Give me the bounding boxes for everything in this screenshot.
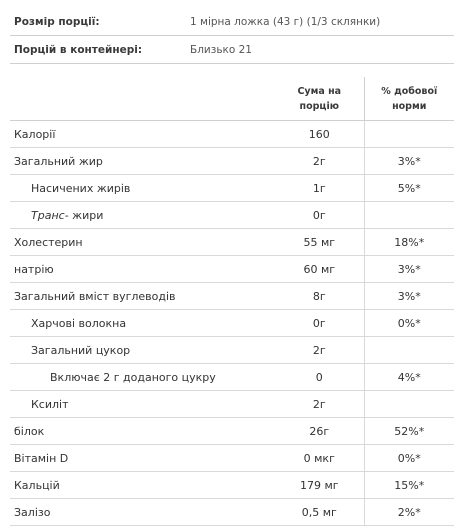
nutrient-name: білок xyxy=(10,418,275,445)
nutrient-amount: 0 мкг xyxy=(275,445,364,472)
nutrient-daily-value: 52%* xyxy=(364,418,454,445)
table-row xyxy=(10,121,454,148)
nutrient-name-italic: Транс xyxy=(31,208,65,222)
nutrient-daily-value: 2%* xyxy=(364,499,454,526)
nutrient-amount: 26г xyxy=(275,418,364,445)
nutrient-name-rest: - жири xyxy=(64,208,104,222)
table-row xyxy=(10,418,454,445)
serving-info xyxy=(10,8,454,64)
table-row xyxy=(10,256,454,283)
nutrient-amount: 2г xyxy=(275,148,364,175)
amount-column-header xyxy=(275,77,364,121)
nutrient-name: Ксиліт xyxy=(10,391,275,418)
servings-per-container-row xyxy=(10,36,454,64)
nutrient-name: Вітамін D xyxy=(10,445,275,472)
table-row xyxy=(10,229,454,256)
nutrient-name: Включає 2 г доданого цукру xyxy=(10,364,275,391)
daily-header-line-2: норми xyxy=(392,100,427,112)
nutrient-amount: 2г xyxy=(275,391,364,418)
nutrient-name: Калорії xyxy=(10,121,275,148)
table-row xyxy=(10,310,454,337)
nutrient-daily-value xyxy=(364,337,454,364)
nutrient-daily-value: 3%* xyxy=(364,283,454,310)
table-row xyxy=(10,472,454,499)
serving-size-label: Розмір порції: xyxy=(14,15,100,28)
nutrient-amount: 0 xyxy=(275,364,364,391)
nutrient-amount: 160 xyxy=(275,121,364,148)
nutrient-daily-value xyxy=(364,202,454,229)
nutrient-daily-value: 15%* xyxy=(364,472,454,499)
nutrient-amount: 0,5 мг xyxy=(275,499,364,526)
nutrient-daily-value xyxy=(364,391,454,418)
nutrient-daily-value: 5%* xyxy=(364,175,454,202)
nutrient-name: Загальний вміст вуглеводів xyxy=(10,283,275,310)
daily-value-column-header xyxy=(364,77,454,121)
nutrient-amount: 0г xyxy=(275,202,364,229)
servings-per-container-label: Порцій в контейнері: xyxy=(14,43,143,56)
table-row xyxy=(10,499,454,526)
nutrient-daily-value xyxy=(364,121,454,148)
nutrient-daily-value: 18%* xyxy=(364,229,454,256)
serving-size-value: 1 мірна ложка (43 г) (1/3 склянки) xyxy=(190,15,381,28)
nutrient-amount: 1г xyxy=(275,175,364,202)
table-row xyxy=(10,391,454,418)
amount-header-line-2: порцію xyxy=(299,100,339,112)
nutrient-amount: 8г xyxy=(275,283,364,310)
table-row xyxy=(10,337,454,364)
amount-header-line-1: Сума на xyxy=(297,85,342,97)
nutrient-name: Харчові волокна xyxy=(10,310,275,337)
nutrient-amount: 60 мг xyxy=(275,256,364,283)
nutrient-name xyxy=(10,202,275,229)
daily-header-line-1: % добової xyxy=(381,85,438,97)
table-row xyxy=(10,148,454,175)
nutrient-column-header xyxy=(10,77,275,121)
nutrient-daily-value: 0%* xyxy=(364,310,454,337)
nutrient-name: Кальцій xyxy=(10,472,275,499)
table-row xyxy=(10,175,454,202)
nutrient-daily-value: 4%* xyxy=(364,364,454,391)
serving-size-row xyxy=(10,8,454,36)
table-row xyxy=(10,445,454,472)
nutrient-name: Залізо xyxy=(10,499,275,526)
nutrient-name: Загальний жир xyxy=(10,148,275,175)
table-row xyxy=(10,283,454,310)
nutrient-amount: 179 мг xyxy=(275,472,364,499)
nutrient-amount: 0г xyxy=(275,310,364,337)
table-header-row xyxy=(10,77,454,121)
table-row xyxy=(10,202,454,229)
nutrient-daily-value: 3%* xyxy=(364,148,454,175)
nutrient-amount: 55 мг xyxy=(275,229,364,256)
nutrient-daily-value: 0%* xyxy=(364,445,454,472)
table-row xyxy=(10,364,454,391)
nutrient-amount: 2г xyxy=(275,337,364,364)
nutrition-table xyxy=(10,77,454,526)
nutrient-name: Насичених жирів xyxy=(10,175,275,202)
nutrient-name: натрію xyxy=(10,256,275,283)
servings-per-container-value: Близько 21 xyxy=(190,43,252,56)
nutrient-name: Загальний цукор xyxy=(10,337,275,364)
nutrient-daily-value: 3%* xyxy=(364,256,454,283)
nutrient-name: Холестерин xyxy=(10,229,275,256)
